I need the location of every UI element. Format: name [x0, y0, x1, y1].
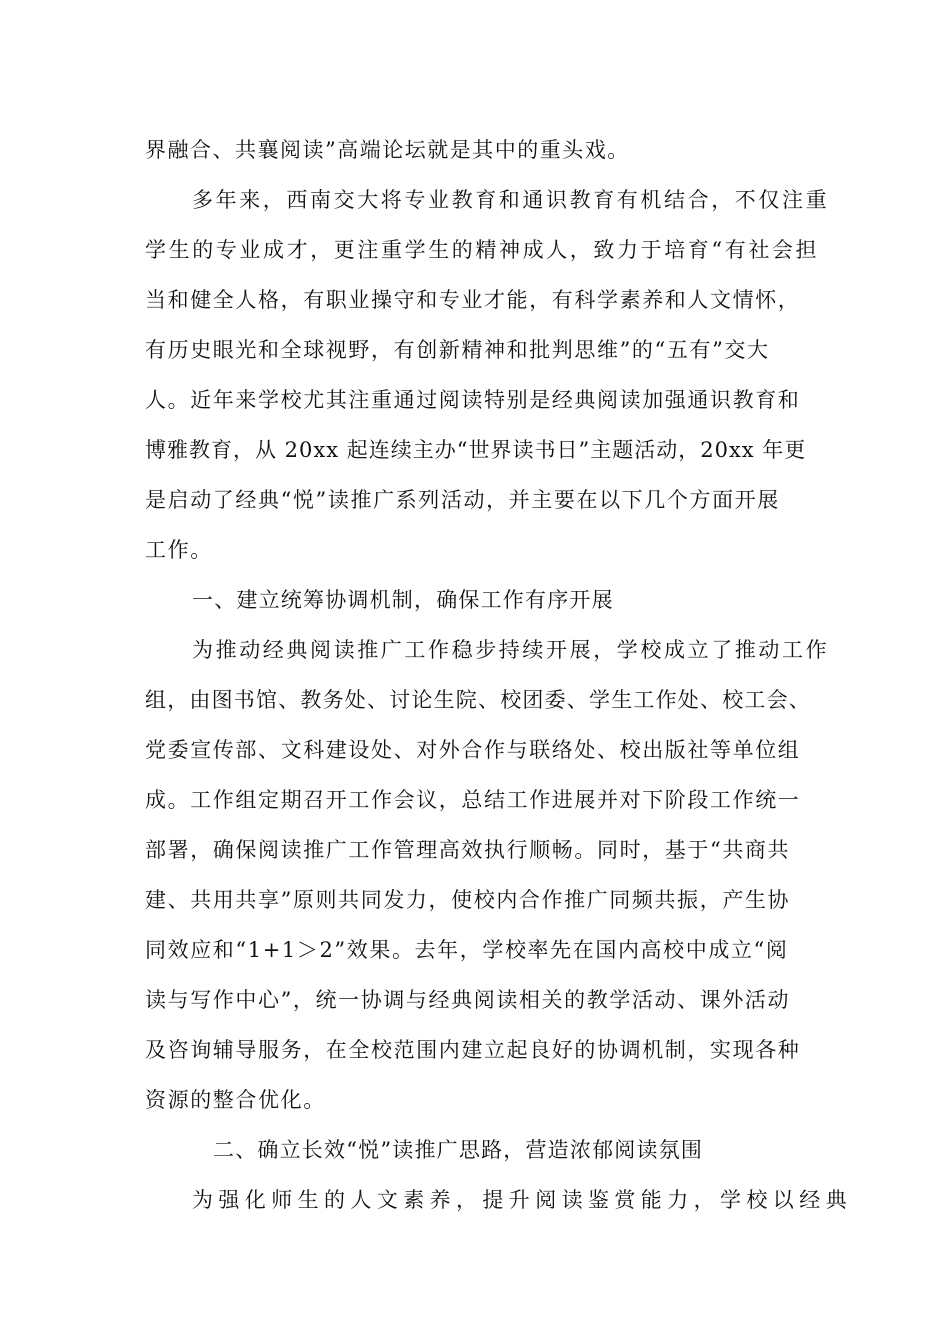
section-heading-1: 一、建立统筹协调机制，确保工作有序开展	[192, 588, 614, 612]
paragraph-first-line: 多年来，西南交大将专业教育和通识教育有机结合，不仅注重	[192, 188, 830, 212]
text-line: 工作。	[145, 538, 213, 562]
text-line: 同效应和“1+1＞2”效果。去年，学校率先在国内高校中成立“阅	[145, 938, 789, 962]
text-line: 读与写作中心”，统一协调与经典阅读相关的教学活动、课外活动	[145, 988, 791, 1012]
text-line: 是启动了经典“悦”读推广系列活动，并主要在以下几个方面开展	[145, 488, 780, 512]
text-line: 组，由图书馆、教务处、讨论生院、校团委、学生工作处、校工会、	[145, 688, 811, 712]
text-line: 当和健全人格，有职业操守和专业才能，有科学素养和人文情怀，	[145, 288, 801, 312]
section-heading-2: 二、确立长效“悦”读推广思路，营造浓郁阅读氛围	[213, 1138, 704, 1162]
text-line: 及咨询辅导服务，在全校范围内建立起良好的协调机制，实现各种	[145, 1038, 801, 1062]
text-line: 部署，确保阅读推广工作管理高效执行顺畅。同时，基于“共商共	[145, 838, 791, 862]
text-line: 人。近年来学校尤其注重通过阅读特别是经典阅读加强通识教育和	[145, 388, 801, 412]
text-line: 有历史眼光和全球视野，有创新精神和批判思维”的“五有”交大	[145, 338, 770, 362]
paragraph-first-line: 为推动经典阅读推广工作稳步持续开展，学校成立了推动工作	[192, 638, 830, 662]
text-line: 博雅教育，从 20xx 起连续主办“世界读书日”主题活动，20xx 年更	[145, 438, 807, 462]
text-line: 党委宣传部、文科建设处、对外合作与联络处、校出版社等单位组	[145, 738, 801, 762]
text-line: 学生的专业成才，更注重学生的精神成人，致力于培育“有社会担	[145, 238, 820, 262]
paragraph-first-line: 为强化师生的人文素养，提升阅读鉴赏能力，学校以经典	[192, 1188, 852, 1212]
text-line: 成。工作组定期召开工作会议，总结工作进展并对下阶段工作统一	[145, 788, 801, 812]
text-line: 界融合、共襄阅读”高端论坛就是其中的重头戏。	[145, 138, 630, 162]
text-line: 资源的整合优化。	[145, 1088, 326, 1112]
text-line: 建、共用共享”原则共同发力，使校内合作推广同频共振，产生协	[145, 888, 791, 912]
